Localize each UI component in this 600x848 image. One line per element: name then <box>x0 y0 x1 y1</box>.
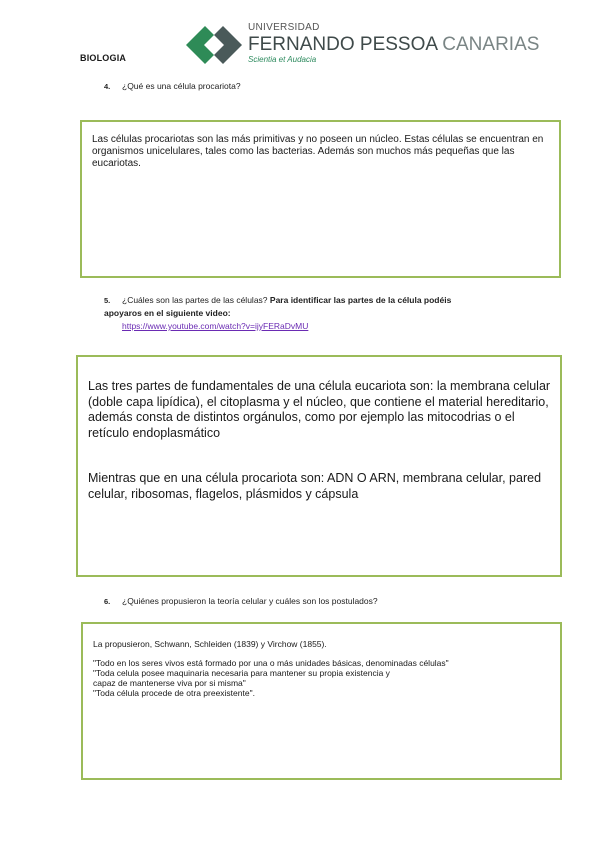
video-link[interactable]: https://www.youtube.com/watch?v=ijyFERaDvMU <box>122 321 309 331</box>
question-6: 6. ¿Quiénes propusieron la teoría celular y cuáles son los postulados? <box>104 596 378 606</box>
answer-5-prokaryote: Mientras que en una célula procariota son: ADN O ARN, membrana celular, pared celular, ribosomas, flagelos, plásmidos y cápsula <box>88 471 542 501</box>
question-5-instruction: Para identificar las partes de la célula podéis apoyaros en el siguiente video: <box>104 295 452 318</box>
university-logo <box>186 22 540 70</box>
logo-diamond-icon <box>186 26 242 64</box>
answer-6-postulate-1: "Todo en los seres vivos está formado por una o más unidades básicas, denominadas células" <box>93 658 449 668</box>
answer-box-5[interactable] <box>76 355 562 577</box>
answer-5-eukaryote: Las tres partes de fundamentales de una célula eucariota son: la membrana celular (doble capa lipídica), el citoplasma y el núcleo, que contiene el material hereditario, además consta de distintos orgánulos, como por ejemplo las mitocodrias o el retículo endoplasmático <box>88 379 551 440</box>
answer-6-postulate-2: "Toda celula posee maquinaria necesaria para mantener su propia existencia y <box>93 668 390 678</box>
answer-6-postulate-2-cont: capaz de mantenerse viva por si misma" <box>93 678 246 688</box>
answer-box-6[interactable] <box>81 622 562 780</box>
answer-4-text: Las células procariotas son las más primitivas y no poseen un núcleo. Estas células se encuentran en organismos unicelulares, tales como las bacterias. Además son muchos más pequeñas que las eucariotas. <box>92 134 544 169</box>
answer-6-postulate-3: "Toda célula procede de otra preexistente". <box>93 688 255 698</box>
question-5: 5. ¿Cuáles son las partes de las células? Para identificar las partes de la célula podéis apoyaros en el siguiente video: https://www.youtube.com/watch?v=ijyFERaDvMU <box>104 295 452 331</box>
question-4: 4. ¿Qué es una célula procariota? <box>104 81 241 91</box>
answer-6-authors: La propusieron, Schwann, Schleiden (1839) y Virchow (1855). <box>93 639 327 649</box>
logo-motto: Scientia et Audacia <box>248 55 317 64</box>
answer-box-4[interactable] <box>80 120 561 278</box>
logo-university-text: UNIVERSIDAD <box>248 22 320 33</box>
subject-label: BIOLOGIA <box>80 53 127 63</box>
logo-name-text: FERNANDO PESSOA CANARIAS <box>248 34 540 55</box>
